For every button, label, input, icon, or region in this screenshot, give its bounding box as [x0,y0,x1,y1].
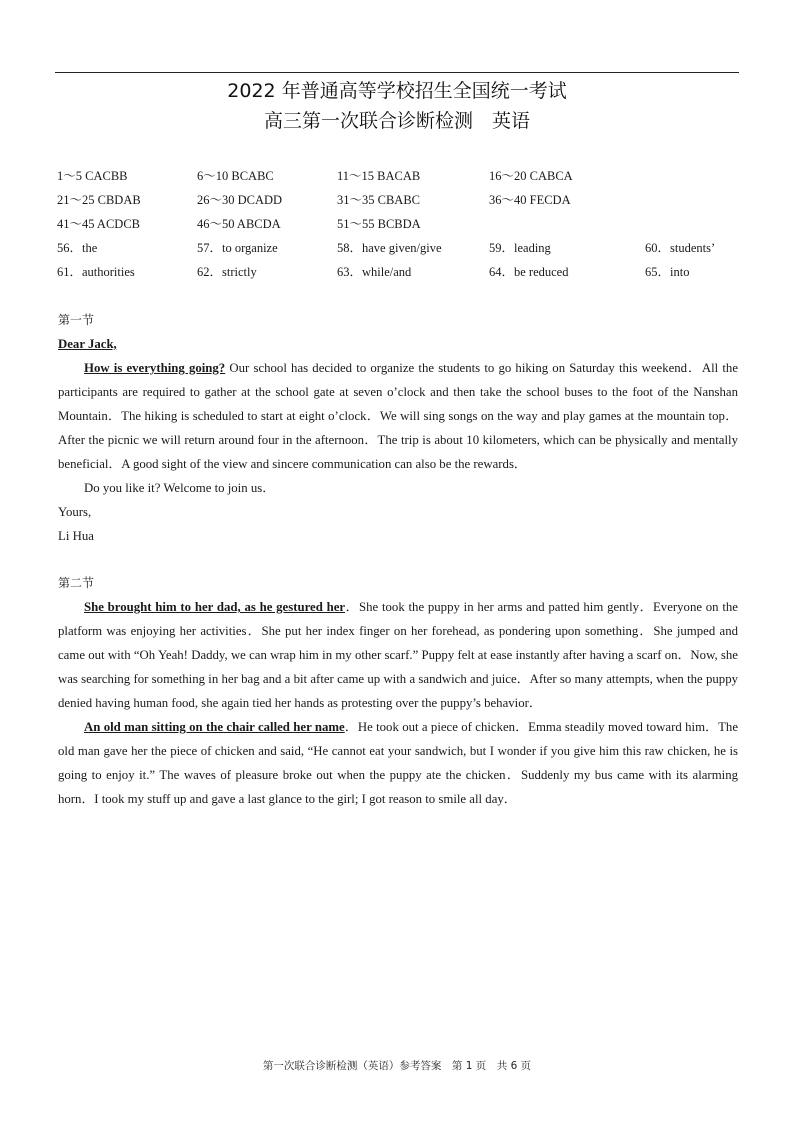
answer-cell: 57．to organize [197,241,278,255]
paragraph-text: ．He took out a piece of chicken．Emma steadily moved toward him．The old man gave her the piece of chicken and said, “He cannot eat your sandwich, but I wonder if you give him this raw chicken, he is going to enjoy it.” The waves of pleasure broke out when the puppy ate the chicken．Suddenly my bus came with its alarming horn．I took my stuff up and gave a last glance to the girl; I got reason to smile all day． [58,720,739,806]
answer-row [57,214,747,238]
answer-cell: 63．while/and [337,265,412,279]
answer-cell: 60．students’ [645,241,716,255]
answer-cell: 62．strictly [197,265,257,279]
answer-row [57,238,747,262]
section-1 [58,308,738,548]
letter-salutation: Dear Jack, [58,337,117,351]
letter-closing: Yours, [58,505,92,519]
page-footer: 第一次联合诊断检测（英语）参考答案 第 1 页 共 6 页 [262,1060,532,1072]
section-2-heading: 第二节 [58,576,95,590]
letter-signature: Li Hua [58,529,94,543]
answer-cell: 16～20 CABCA [489,169,573,183]
section-2 [58,571,738,811]
answer-cell: 64．be reduced [489,265,569,279]
section-1-heading: 第一节 [58,313,95,327]
answer-cell: 21～25 CBDAB [57,193,141,207]
letter-paragraph-1 [58,356,738,476]
story-paragraph-2 [58,715,738,811]
answer-cell: 1～5 CACBB [57,169,128,183]
answer-cell: 58．have given/give [337,241,442,255]
paragraph-text: ．She took the puppy in her arms and patted him gently．Everyone on the platform was enjoying her activities．She put her index finger on her forehead, as pondering upon something．She jumped and came out with “Oh Yeah! Daddy, we can wrap him in my other scarf.” Puppy felt at ease instantly after having a scarf on．Now, she was searching for something in her bag and a bit after came up with a sandwich and juice．After so many attempts, when the puppy denied having human food, she again tied her hands as protesting over the puppy’s behavior． [58,600,738,710]
answer-row [57,262,747,286]
answer-cell: 65．into [645,265,690,279]
answer-cell: 36～40 FECDA [489,193,571,207]
answer-cell: 11～15 BACAB [337,169,421,183]
underlined-lead-sentence: She brought him to her dad, as he gestured her [84,600,346,614]
answer-cell: 26～30 DCADD [197,193,283,207]
answer-cell: 31～35 CBABC [337,193,421,207]
exam-title: 2022 年普通高等学校招生全国统一考试 [227,80,567,102]
answer-cell: 46～50 ABCDA [197,217,281,231]
answer-row [57,166,747,190]
story-paragraph-1 [58,595,738,715]
letter-paragraph-2: Do you like it? Welcome to join us． [84,481,276,495]
answer-cell: 59．leading [489,241,551,255]
answer-cell: 61．authorities [57,265,135,279]
answer-row [57,190,747,214]
paragraph-text: Our school has decided to organize the students to go hiking on Saturday this weekend．All the participants are required to gather at the school gate at seven o’clock and then take the school buses to the foot of the Nanshan Mountain．The hiking is scheduled to start at eight o’clock．We will sing songs on the way and play games at the mountain top．After the picnic we will return around four in the afternoon．The trip is about 10 kilometers, which can be physically and mentally beneficial．A good sight of the view and sincere communication can also be the rewards． [58,361,738,471]
answer-cell: 6～10 BCABC [197,169,274,183]
underlined-lead-sentence: How is everything going? [84,361,226,375]
answer-cell: 56．the [57,241,98,255]
answer-key [57,166,747,286]
exam-subtitle: 高三第一次联合诊断检测 英语 [263,110,530,132]
answer-cell: 51～55 BCBDA [337,217,421,231]
answer-cell: 41～45 ACDCB [57,217,141,231]
underlined-lead-sentence: An old man sitting on the chair called her name [84,720,345,734]
header-rule [55,72,739,73]
